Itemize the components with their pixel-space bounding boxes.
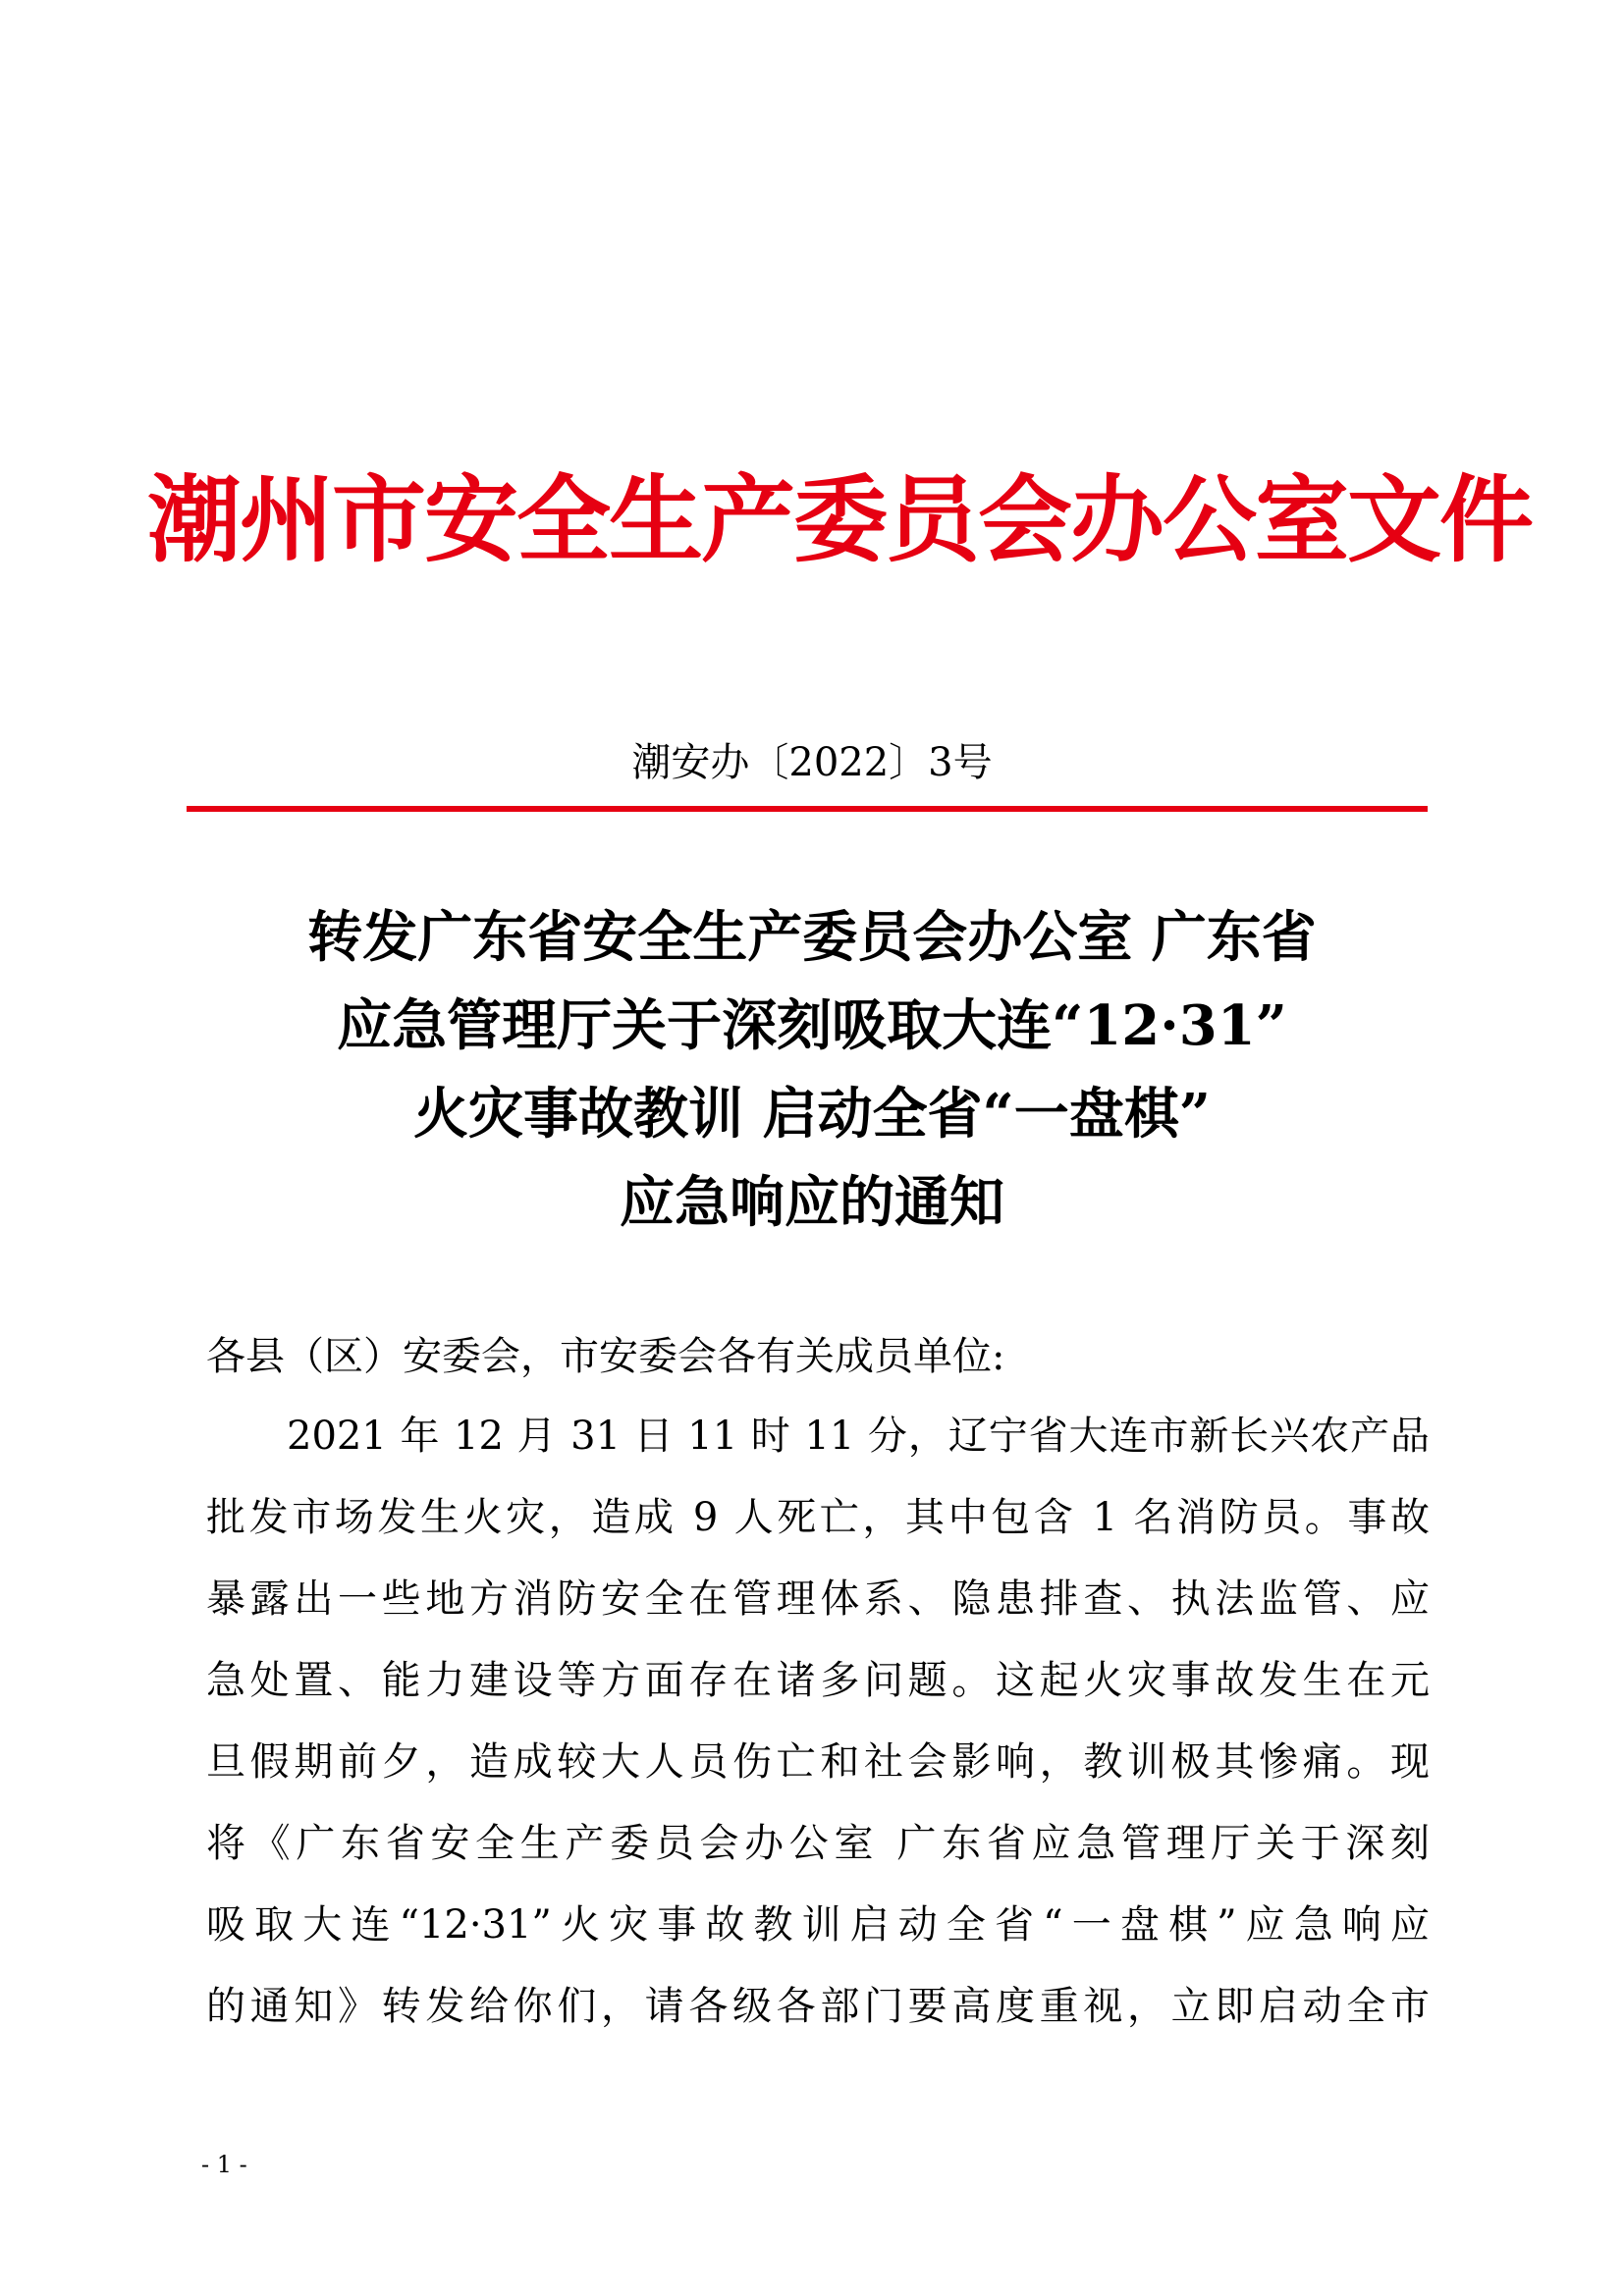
notice-title-line: 转发广东省安全生产委员会办公室 广东省 [307, 905, 1317, 970]
salutation: 各县（区）安委会，市安委会各有关成员单位: [206, 1334, 1005, 1379]
notice-title-line: 火灾事故教训 启动全省“一盘棋” [413, 1082, 1211, 1147]
body-line: 急处置、能力建设等方面存在诸多问题。这起火灾事故发生在元 [206, 1658, 1430, 1703]
body-line: 2021 年 12 月 31 日 11 时 11 分，辽宁省大连市新长兴农产品 [287, 1414, 1430, 1459]
body-line: 的通知》转发给你们，请各级各部门要高度重视，立即启动全市 [206, 1984, 1430, 2029]
body-line: 暴露出一些地方消防安全在管理体系、隐患排查、执法监管、应 [206, 1576, 1430, 1622]
red-separator-rule [187, 806, 1428, 812]
body-line: 吸取大连“12·31”火灾事故教训启动全省“一盘棋”应急响应 [206, 1902, 1430, 1948]
document-number: 潮安办〔2022〕3号 [631, 740, 993, 785]
page-number: - 1 - [201, 2151, 247, 2178]
body-line: 旦假期前夕，造成较大人员伤亡和社会影响，教训极其惨痛。现 [206, 1739, 1430, 1785]
body-line: 批发市场发生火灾，造成 9 人死亡，其中包含 1 名消防员。事故 [206, 1495, 1430, 1540]
notice-title-line: 应急响应的通知 [620, 1170, 1004, 1235]
body-text [206, 1396, 1430, 2048]
notice-title-line: 应急管理厅关于深刻吸取大连“12·31” [337, 993, 1287, 1058]
body-line: 将《广东省安全生产委员会办公室 广东省应急管理厅关于深刻 [206, 1821, 1430, 1866]
red-header-title: 潮州市安全生产委员会办公室文件 [147, 464, 1532, 575]
notice-title [187, 893, 1437, 1247]
